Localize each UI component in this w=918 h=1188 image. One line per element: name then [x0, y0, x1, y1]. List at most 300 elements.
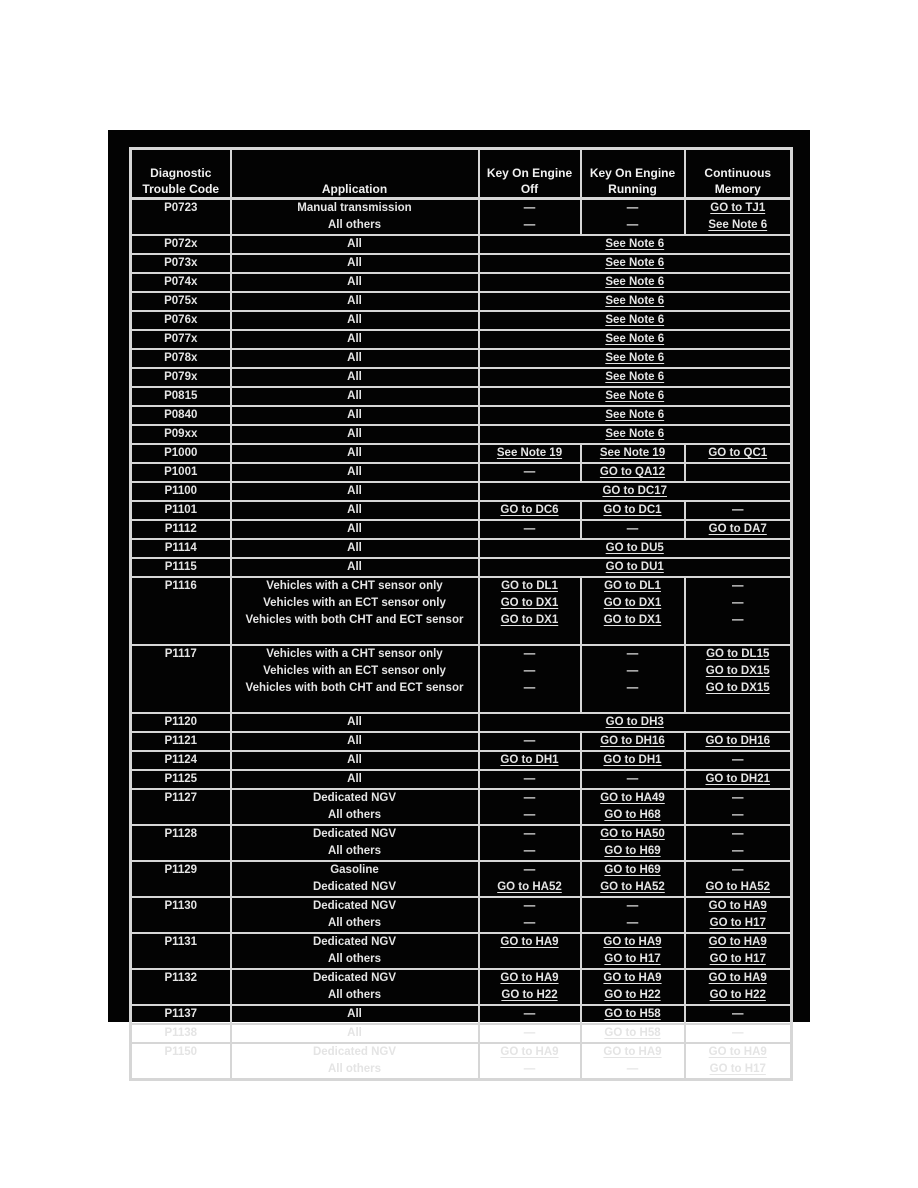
dtc-code-cell: P073x	[131, 254, 231, 273]
key-on-engine-off-cell	[479, 501, 581, 520]
application-cell: Vehicles with an ECT sensor only	[231, 663, 479, 680]
dtc-code-cell: P0815	[131, 387, 231, 406]
key-on-engine-running-cell	[581, 444, 685, 463]
key-on-engine-off-cell	[479, 520, 581, 539]
go-to-link-text: GO to HA50	[600, 828, 665, 840]
go-to-link-text: GO to DX1	[603, 597, 662, 609]
dtc-code-cell: P1150	[131, 1043, 231, 1080]
key-on-engine-off-cell	[479, 1061, 581, 1080]
dtc-table	[129, 147, 793, 1081]
table-row	[131, 897, 792, 915]
go-to-link-text: GO to HA9	[708, 900, 767, 912]
cell-text: —	[732, 754, 744, 766]
continuous-memory-cell	[685, 879, 792, 897]
merged-note-cell	[479, 406, 792, 425]
table-row	[131, 520, 792, 539]
application-cell: Gasoline	[231, 861, 479, 879]
application-cell: Vehicles with a CHT sensor only	[231, 577, 479, 595]
dtc-code-cell: P1115	[131, 558, 231, 577]
application-cell: All	[231, 444, 479, 463]
table-row	[131, 751, 792, 770]
dtc-code-cell: P1125	[131, 770, 231, 789]
table-row	[131, 732, 792, 751]
dtc-code-cell: P1000	[131, 444, 231, 463]
go-to-link-text: GO to HA52	[705, 881, 771, 893]
header-line: Memory	[714, 182, 761, 196]
dtc-code-cell: P1116	[131, 577, 231, 645]
application-cell: Dedicated NGV	[231, 897, 479, 915]
go-to-link-text: GO to DA7	[708, 523, 767, 535]
go-to-link-text: GO to DC1	[603, 504, 662, 516]
key-on-engine-off-cell	[479, 1024, 581, 1043]
table-row	[131, 843, 792, 861]
key-on-engine-off-cell	[479, 825, 581, 843]
cell-text: —	[732, 597, 744, 609]
header-line: Continuous	[704, 166, 772, 180]
dtc-code-cell: P0840	[131, 406, 231, 425]
key-on-engine-off-cell	[479, 645, 581, 663]
application-cell: All	[231, 425, 479, 444]
key-on-engine-running-cell	[581, 843, 685, 861]
key-on-engine-running-cell	[581, 732, 685, 751]
col-header-key-on-engine-running	[581, 149, 685, 199]
key-on-engine-running-cell	[581, 951, 685, 969]
go-to-link-text: See Note 6	[605, 390, 665, 402]
application-cell: All others	[231, 987, 479, 1005]
continuous-memory-cell	[685, 1005, 792, 1024]
go-to-link-text: GO to DU1	[605, 561, 664, 573]
key-on-engine-running-cell	[581, 463, 685, 482]
go-to-link-text: GO to HA52	[600, 881, 665, 893]
dtc-code-cell: P1124	[131, 751, 231, 770]
continuous-memory-cell	[685, 217, 792, 235]
go-to-link-text: GO to DX1	[603, 614, 662, 626]
go-to-link-text: GO to DL1	[604, 580, 661, 592]
application-cell: All	[231, 254, 479, 273]
go-to-link-text: GO to DC6	[500, 504, 559, 516]
application-cell: All	[231, 1005, 479, 1024]
merged-note-cell	[479, 235, 792, 254]
continuous-memory-cell	[685, 520, 792, 539]
table-row	[131, 406, 792, 425]
go-to-link-text: GO to H17	[709, 1063, 766, 1075]
table-row	[131, 1043, 792, 1061]
key-on-engine-running-cell	[581, 217, 685, 235]
key-on-engine-running-cell	[581, 1043, 685, 1061]
go-to-link-text: See Note 19	[599, 447, 666, 459]
go-to-link-text: GO to DL15	[706, 648, 770, 660]
table-row	[131, 482, 792, 501]
go-to-link-text: GO to DU5	[605, 542, 664, 554]
application-cell: All	[231, 387, 479, 406]
header-line: Key On Engine	[486, 166, 573, 180]
application-cell: All	[231, 713, 479, 732]
application-cell: All	[231, 273, 479, 292]
table-row	[131, 539, 792, 558]
go-to-link-text: GO to TJ1	[710, 202, 766, 214]
go-to-link-text: GO to QA12	[599, 466, 666, 478]
key-on-engine-off-cell	[479, 680, 581, 713]
dtc-code-cell: P1001	[131, 463, 231, 482]
application-cell: All	[231, 330, 479, 349]
cell-text: —	[523, 828, 536, 840]
dtc-code-cell: P1127	[131, 789, 231, 825]
application-cell: All	[231, 292, 479, 311]
go-to-link-text: See Note 6	[605, 295, 665, 307]
key-on-engine-running-cell	[581, 879, 685, 897]
application-cell: Vehicles with an ECT sensor only	[231, 595, 479, 612]
cell-text: —	[523, 900, 536, 912]
merged-note-cell	[479, 292, 792, 311]
table-row	[131, 987, 792, 1005]
key-on-engine-running-cell	[581, 199, 685, 218]
go-to-link-text: GO to H22	[501, 989, 558, 1001]
key-on-engine-off-cell	[479, 463, 581, 482]
table-row	[131, 861, 792, 879]
dtc-code-cell: P1137	[131, 1005, 231, 1024]
table-row	[131, 825, 792, 843]
continuous-memory-cell	[685, 680, 792, 713]
merged-note-cell	[479, 311, 792, 330]
cell-text: —	[523, 1063, 536, 1075]
merged-note-cell	[479, 387, 792, 406]
go-to-link-text: GO to HA9	[500, 1046, 559, 1058]
go-to-link-text: GO to DX1	[500, 614, 559, 626]
application-cell: All others	[231, 915, 479, 933]
key-on-engine-running-cell	[581, 789, 685, 807]
merged-note-cell	[479, 273, 792, 292]
cell-text: —	[732, 828, 744, 840]
continuous-memory-cell	[685, 1043, 792, 1061]
go-to-link-text: GO to H17	[604, 953, 661, 965]
continuous-memory-cell	[685, 825, 792, 843]
cell-text: —	[732, 504, 744, 516]
application-cell: All	[231, 770, 479, 789]
header-line: Key On Engine	[589, 166, 676, 180]
cell-text: —	[626, 1063, 639, 1075]
table-body	[131, 199, 792, 1080]
key-on-engine-running-cell	[581, 933, 685, 951]
dtc-code-cell: P077x	[131, 330, 231, 349]
cell-text: —	[732, 614, 744, 626]
cell-text: —	[523, 466, 536, 478]
continuous-memory-cell	[685, 861, 792, 879]
go-to-link-text: See Note 6	[605, 333, 665, 345]
go-to-link-text: See Note 6	[605, 352, 665, 364]
continuous-memory-cell	[685, 987, 792, 1005]
table-row	[131, 680, 792, 713]
continuous-memory-cell	[685, 1061, 792, 1080]
go-to-link-text: GO to DL1	[501, 580, 558, 592]
cell-text: —	[523, 1027, 536, 1039]
application-cell: All others	[231, 1061, 479, 1080]
continuous-memory-cell	[685, 577, 792, 595]
application-cell: Vehicles with both CHT and ECT sensor	[231, 680, 479, 713]
dtc-code-cell: P1129	[131, 861, 231, 897]
key-on-engine-off-cell	[479, 612, 581, 645]
go-to-link-text: See Note 19	[496, 447, 563, 459]
key-on-engine-off-cell	[479, 897, 581, 915]
table-row	[131, 311, 792, 330]
cell-text: —	[732, 1008, 744, 1020]
header-line: Running	[608, 182, 657, 196]
key-on-engine-off-cell	[479, 915, 581, 933]
table-row	[131, 713, 792, 732]
cell-text: —	[626, 202, 639, 214]
continuous-memory-cell	[685, 751, 792, 770]
continuous-memory-cell	[685, 789, 792, 807]
application-cell: All others	[231, 217, 479, 235]
key-on-engine-off-cell	[479, 1043, 581, 1061]
go-to-link-text: GO to HA9	[500, 936, 559, 948]
table-row	[131, 789, 792, 807]
cell-text: —	[626, 219, 639, 231]
dtc-code-cell: P1128	[131, 825, 231, 861]
continuous-memory-cell	[685, 732, 792, 751]
table-row	[131, 425, 792, 444]
cell-text: —	[732, 809, 744, 821]
col-header-diagnostic-trouble-code	[131, 149, 231, 199]
go-to-link-text: GO to H17	[709, 953, 766, 965]
cell-text: —	[626, 523, 639, 535]
table-row	[131, 349, 792, 368]
application-cell: All	[231, 406, 479, 425]
go-to-link-text: GO to H17	[709, 917, 766, 929]
key-on-engine-running-cell	[581, 1005, 685, 1024]
key-on-engine-off-cell	[479, 770, 581, 789]
table-row	[131, 1005, 792, 1024]
table-row	[131, 645, 792, 663]
cell-text: —	[523, 845, 536, 857]
go-to-link-text: GO to DX1	[500, 597, 559, 609]
application-cell: Dedicated NGV	[231, 789, 479, 807]
cell-text: —	[523, 792, 536, 804]
table-row	[131, 330, 792, 349]
table-row	[131, 235, 792, 254]
key-on-engine-off-cell	[479, 199, 581, 218]
go-to-link-text: GO to DX15	[705, 682, 770, 694]
key-on-engine-running-cell	[581, 501, 685, 520]
key-on-engine-off-cell	[479, 969, 581, 987]
key-on-engine-running-cell	[581, 915, 685, 933]
header-row	[131, 149, 792, 199]
table-row	[131, 879, 792, 897]
cell-text: —	[626, 917, 639, 929]
go-to-link-text: GO to DH1	[603, 754, 662, 766]
go-to-link-text: See Note 6	[605, 238, 665, 250]
key-on-engine-off-cell	[479, 1005, 581, 1024]
cell-text: —	[523, 202, 536, 214]
continuous-memory-cell	[685, 770, 792, 789]
go-to-link-text: GO to DH3	[605, 716, 664, 728]
application-cell: All	[231, 539, 479, 558]
go-to-link-text: See Note 6	[605, 409, 665, 421]
go-to-link-text: See Note 6	[605, 276, 665, 288]
continuous-memory-cell	[685, 595, 792, 612]
merged-note-cell	[479, 482, 792, 501]
cell-text: —	[523, 864, 536, 876]
application-cell: Dedicated NGV	[231, 825, 479, 843]
key-on-engine-off-cell	[479, 732, 581, 751]
continuous-memory-cell	[685, 843, 792, 861]
merged-note-cell	[479, 254, 792, 273]
continuous-memory-cell	[685, 897, 792, 915]
cell-text: —	[732, 792, 744, 804]
application-cell: All	[231, 732, 479, 751]
header-line: Trouble Code	[142, 182, 220, 196]
dtc-code-cell: P1120	[131, 713, 231, 732]
key-on-engine-off-cell	[479, 577, 581, 595]
go-to-link-text: GO to HA9	[708, 972, 767, 984]
key-on-engine-off-cell	[479, 595, 581, 612]
table-row	[131, 463, 792, 482]
col-header-key-on-engine-off	[479, 149, 581, 199]
cell-text: —	[523, 648, 536, 660]
application-cell: Manual transmission	[231, 199, 479, 218]
go-to-link-text: See Note 6	[605, 371, 665, 383]
key-on-engine-running-cell	[581, 807, 685, 825]
merged-note-cell	[479, 330, 792, 349]
go-to-link-text: GO to HA9	[603, 1046, 662, 1058]
go-to-link-text: GO to H58	[604, 1008, 661, 1020]
key-on-engine-running-cell	[581, 520, 685, 539]
go-to-link-text: GO to DX15	[705, 665, 770, 677]
continuous-memory-cell	[685, 1024, 792, 1043]
table-row	[131, 558, 792, 577]
continuous-memory-cell	[685, 807, 792, 825]
cell-text: —	[626, 648, 639, 660]
cell-text: —	[626, 682, 639, 694]
key-on-engine-running-cell	[581, 751, 685, 770]
dtc-code-cell: P1138	[131, 1024, 231, 1043]
merged-note-cell	[479, 558, 792, 577]
go-to-link-text: GO to HA9	[603, 972, 662, 984]
key-on-engine-running-cell	[581, 680, 685, 713]
dtc-code-cell: P1131	[131, 933, 231, 969]
continuous-memory-cell	[685, 645, 792, 663]
table-row	[131, 915, 792, 933]
table-row	[131, 612, 792, 645]
header-line: Off	[520, 182, 539, 196]
merged-note-cell	[479, 713, 792, 732]
go-to-link-text: GO to H68	[604, 809, 661, 821]
continuous-memory-cell	[685, 915, 792, 933]
dtc-code-cell: P0723	[131, 199, 231, 236]
header-line: Application	[321, 182, 388, 196]
key-on-engine-off-cell	[479, 951, 581, 969]
dtc-code-cell: P1101	[131, 501, 231, 520]
application-cell: All	[231, 482, 479, 501]
cell-text: —	[626, 665, 639, 677]
scan-panel	[108, 130, 810, 1075]
header-line: Diagnostic	[150, 166, 212, 180]
dtc-code-cell: P072x	[131, 235, 231, 254]
col-header-continuous-memory	[685, 149, 792, 199]
key-on-engine-running-cell	[581, 969, 685, 987]
application-cell: All	[231, 751, 479, 770]
go-to-link-text: GO to HA9	[708, 936, 767, 948]
table-row	[131, 387, 792, 406]
go-to-link-text: GO to DH1	[500, 754, 559, 766]
key-on-engine-off-cell	[479, 933, 581, 951]
table-row	[131, 1024, 792, 1043]
dtc-code-cell: P1112	[131, 520, 231, 539]
dtc-code-cell: P1117	[131, 645, 231, 713]
go-to-link-text: See Note 6	[605, 257, 665, 269]
cell-text: —	[732, 864, 744, 876]
key-on-engine-off-cell	[479, 663, 581, 680]
application-cell: All	[231, 349, 479, 368]
continuous-memory-cell	[685, 501, 792, 520]
cell-text: —	[523, 735, 536, 747]
dtc-code-cell: P1114	[131, 539, 231, 558]
application-cell: All others	[231, 807, 479, 825]
key-on-engine-off-cell	[479, 789, 581, 807]
dtc-code-cell: P076x	[131, 311, 231, 330]
application-cell: All	[231, 463, 479, 482]
application-cell: Vehicles with a CHT sensor only	[231, 645, 479, 663]
table-row	[131, 933, 792, 951]
key-on-engine-running-cell	[581, 1024, 685, 1043]
go-to-link-text: GO to DC17	[602, 485, 668, 497]
application-cell: All	[231, 558, 479, 577]
cell-text: —	[732, 1027, 744, 1039]
dtc-code-cell: P078x	[131, 349, 231, 368]
continuous-memory-cell	[685, 463, 792, 482]
table-row	[131, 368, 792, 387]
key-on-engine-off-cell	[479, 879, 581, 897]
go-to-link-text: GO to H22	[604, 989, 661, 1001]
continuous-memory-cell	[685, 663, 792, 680]
go-to-link-text: GO to QC1	[708, 447, 768, 459]
key-on-engine-running-cell	[581, 645, 685, 663]
continuous-memory-cell	[685, 444, 792, 463]
cell-text: —	[732, 580, 744, 592]
table-row	[131, 951, 792, 969]
dtc-code-cell: P1100	[131, 482, 231, 501]
go-to-link-text: GO to DH21	[705, 773, 771, 785]
go-to-link-text: GO to H58	[604, 1027, 661, 1039]
application-cell: All	[231, 520, 479, 539]
key-on-engine-running-cell	[581, 663, 685, 680]
key-on-engine-running-cell	[581, 897, 685, 915]
cell-text: —	[523, 917, 536, 929]
cell-text: —	[626, 773, 639, 785]
table-row	[131, 273, 792, 292]
table-row	[131, 199, 792, 218]
dtc-code-cell: P09xx	[131, 425, 231, 444]
table-row	[131, 217, 792, 235]
table-row	[131, 807, 792, 825]
dtc-code-cell: P075x	[131, 292, 231, 311]
key-on-engine-running-cell	[581, 987, 685, 1005]
merged-note-cell	[479, 539, 792, 558]
table-row	[131, 595, 792, 612]
application-cell: All	[231, 1024, 479, 1043]
cell-text: —	[523, 682, 536, 694]
dtc-code-cell: P074x	[131, 273, 231, 292]
key-on-engine-running-cell	[581, 577, 685, 595]
cell-text: —	[732, 845, 744, 857]
application-cell: Vehicles with both CHT and ECT sensor	[231, 612, 479, 645]
go-to-link-text: GO to H69	[604, 864, 661, 876]
key-on-engine-off-cell	[479, 217, 581, 235]
dtc-code-cell: P1132	[131, 969, 231, 1005]
continuous-memory-cell	[685, 951, 792, 969]
key-on-engine-running-cell	[581, 770, 685, 789]
application-cell: All	[231, 311, 479, 330]
table-row	[131, 1061, 792, 1080]
